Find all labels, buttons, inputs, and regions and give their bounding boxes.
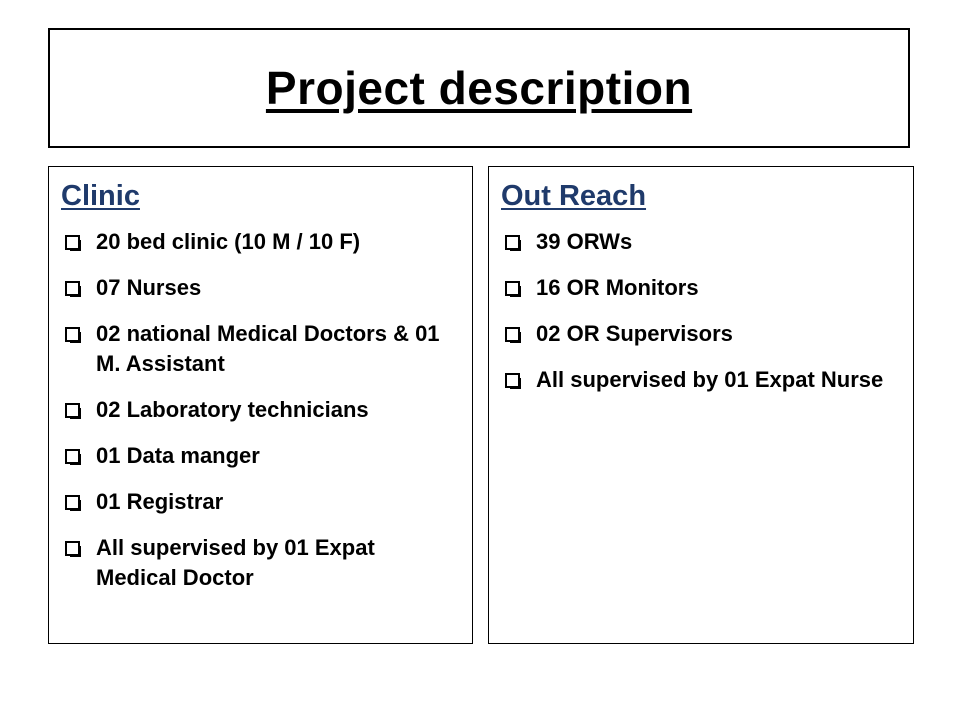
list-item-text: 02 national Medical Doctors & 01 M. Assistant — [96, 321, 440, 376]
list-item — [499, 273, 899, 303]
list-item — [59, 487, 458, 517]
clinic-panel — [48, 166, 473, 644]
checkbox-bullet-icon — [65, 495, 80, 510]
list-item-text: 20 bed clinic (10 M / 10 F) — [96, 229, 361, 254]
list-item-text: 02 Laboratory technicians — [96, 397, 369, 422]
checkbox-bullet-icon — [65, 235, 80, 250]
checkbox-bullet-icon — [505, 373, 520, 388]
list-item — [59, 319, 458, 379]
list-item — [59, 395, 458, 425]
clinic-list — [59, 227, 458, 593]
list-item — [499, 319, 899, 349]
list-item — [59, 273, 458, 303]
checkbox-bullet-icon — [65, 541, 80, 556]
list-item-text: 02 OR Supervisors — [536, 321, 733, 346]
slide-title: Project description — [265, 62, 693, 114]
checkbox-bullet-icon — [505, 327, 520, 342]
list-item — [499, 365, 899, 395]
list-item — [59, 441, 458, 471]
checkbox-bullet-icon — [65, 449, 80, 464]
checkbox-bullet-icon — [505, 235, 520, 250]
checkbox-bullet-icon — [65, 327, 80, 342]
checkbox-bullet-icon — [505, 281, 520, 296]
outreach-list — [499, 227, 899, 395]
list-item — [59, 533, 458, 593]
list-item-text: All supervised by 01 Expat Nurse — [536, 367, 884, 392]
list-item — [59, 227, 458, 257]
list-item-text: 07 Nurses — [96, 275, 202, 300]
list-item-text: 16 OR Monitors — [536, 275, 699, 300]
list-item-text: 01 Registrar — [96, 489, 224, 514]
list-item-text: All supervised by 01 Expat Medical Doctor — [96, 535, 375, 590]
list-item — [499, 227, 899, 257]
checkbox-bullet-icon — [65, 403, 80, 418]
title-box — [48, 28, 910, 148]
outreach-panel — [488, 166, 914, 644]
outreach-heading: Out Reach — [501, 180, 647, 212]
checkbox-bullet-icon — [65, 281, 80, 296]
list-item-text: 39 ORWs — [536, 229, 633, 254]
clinic-heading: Clinic — [61, 180, 140, 212]
list-item-text: 01 Data manger — [96, 443, 260, 468]
